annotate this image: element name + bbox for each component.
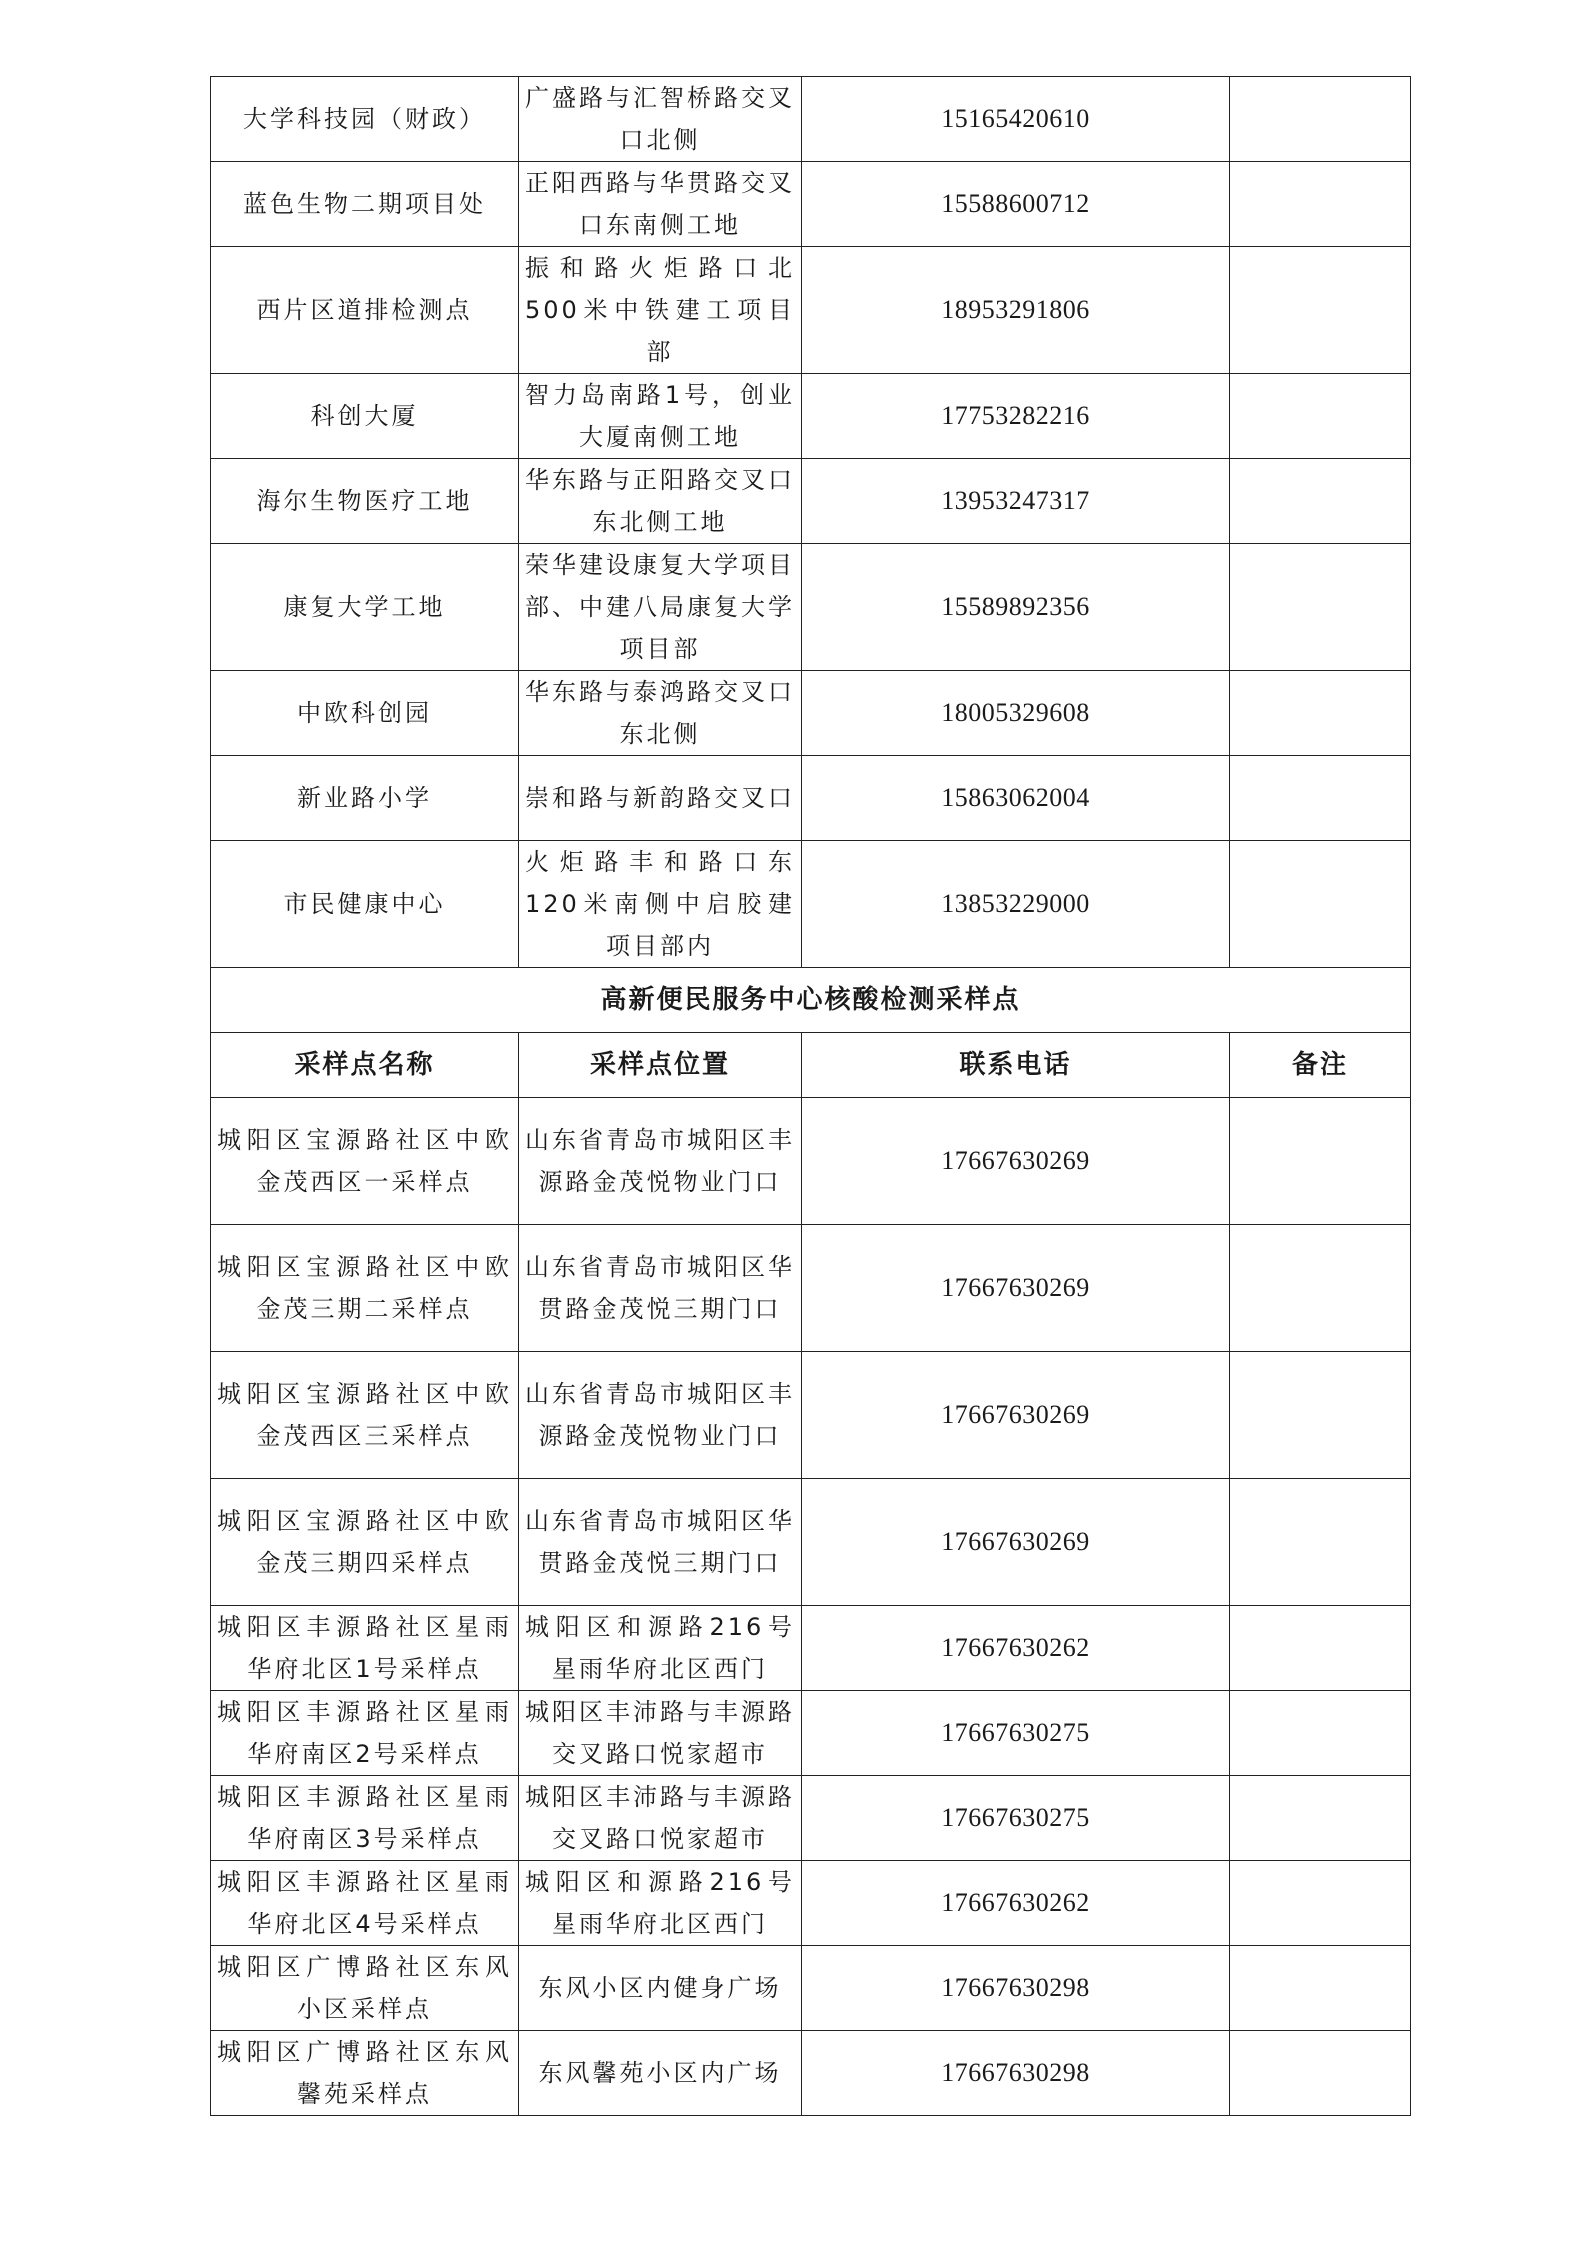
site-phone-cell: 15165420610 — [802, 77, 1230, 162]
site-name-cell: 市民健康中心 — [211, 841, 519, 968]
site-name-cell: 城阳区广博路社区东风馨苑采样点 — [211, 2031, 519, 2116]
site-phone-cell: 18953291806 — [802, 247, 1230, 374]
table-row — [211, 1225, 1411, 1352]
site-location-cell: 山东省青岛市城阳区华贯路金茂悦三期门口 — [519, 1479, 802, 1606]
sampling-points-table — [210, 76, 1411, 2116]
table-row — [211, 459, 1411, 544]
site-phone-cell: 17667630269 — [802, 1098, 1230, 1225]
site-note-cell — [1230, 1606, 1411, 1691]
site-name-cell: 海尔生物医疗工地 — [211, 459, 519, 544]
section-title: 高新便民服务中心核酸检测采样点 — [211, 968, 1411, 1033]
site-location-cell: 广盛路与汇智桥路交叉口北侧 — [519, 77, 802, 162]
site-note-cell — [1230, 247, 1411, 374]
site-note-cell — [1230, 1352, 1411, 1479]
site-phone-cell: 17667630269 — [802, 1352, 1230, 1479]
site-note-cell — [1230, 1225, 1411, 1352]
site-location-cell: 荣华建设康复大学项目部、中建八局康复大学项目部 — [519, 544, 802, 671]
site-name-cell: 蓝色生物二期项目处 — [211, 162, 519, 247]
header-row — [211, 1033, 1411, 1098]
site-name-cell: 城阳区丰源路社区星雨华府北区1号采样点 — [211, 1606, 519, 1691]
site-note-cell — [1230, 2031, 1411, 2116]
table-row — [211, 247, 1411, 374]
site-location-cell: 城阳区丰沛路与丰源路交叉路口悦家超市 — [519, 1776, 802, 1861]
site-location-cell: 山东省青岛市城阳区华贯路金茂悦三期门口 — [519, 1225, 802, 1352]
site-location-cell: 城阳区丰沛路与丰源路交叉路口悦家超市 — [519, 1691, 802, 1776]
site-phone-cell: 18005329608 — [802, 671, 1230, 756]
site-phone-cell: 17667630275 — [802, 1776, 1230, 1861]
site-name-cell: 城阳区丰源路社区星雨华府南区2号采样点 — [211, 1691, 519, 1776]
site-note-cell — [1230, 544, 1411, 671]
table-row — [211, 1606, 1411, 1691]
site-location-cell: 振和路火炬路口北500米中铁建工项目部 — [519, 247, 802, 374]
site-name-cell: 城阳区宝源路社区中欧金茂三期四采样点 — [211, 1479, 519, 1606]
site-phone-cell: 17667630269 — [802, 1225, 1230, 1352]
table-row — [211, 671, 1411, 756]
site-location-cell: 山东省青岛市城阳区丰源路金茂悦物业门口 — [519, 1352, 802, 1479]
table-row — [211, 1691, 1411, 1776]
site-location-cell: 城阳区和源路216号星雨华府北区西门 — [519, 1861, 802, 1946]
site-name-cell: 城阳区丰源路社区星雨华府北区4号采样点 — [211, 1861, 519, 1946]
site-name-cell: 中欧科创园 — [211, 671, 519, 756]
header-phone: 联系电话 — [802, 1033, 1230, 1098]
site-note-cell — [1230, 756, 1411, 841]
site-note-cell — [1230, 162, 1411, 247]
section-title-row — [211, 968, 1411, 1033]
site-note-cell — [1230, 374, 1411, 459]
table-row — [211, 841, 1411, 968]
table-row — [211, 1098, 1411, 1225]
table-row — [211, 1352, 1411, 1479]
table-row — [211, 1946, 1411, 2031]
site-name-cell: 城阳区宝源路社区中欧金茂西区三采样点 — [211, 1352, 519, 1479]
table-row — [211, 1776, 1411, 1861]
site-phone-cell: 17667630298 — [802, 2031, 1230, 2116]
site-phone-cell: 15589892356 — [802, 544, 1230, 671]
site-phone-cell: 13953247317 — [802, 459, 1230, 544]
site-note-cell — [1230, 459, 1411, 544]
table-row — [211, 77, 1411, 162]
site-name-cell: 城阳区宝源路社区中欧金茂西区一采样点 — [211, 1098, 519, 1225]
site-name-cell: 城阳区丰源路社区星雨华府南区3号采样点 — [211, 1776, 519, 1861]
site-note-cell — [1230, 1861, 1411, 1946]
site-phone-cell: 17667630269 — [802, 1479, 1230, 1606]
table-row — [211, 1861, 1411, 1946]
table-row — [211, 544, 1411, 671]
table-row — [211, 756, 1411, 841]
site-name-cell: 康复大学工地 — [211, 544, 519, 671]
site-location-cell: 东风馨苑小区内广场 — [519, 2031, 802, 2116]
site-note-cell — [1230, 1776, 1411, 1861]
site-location-cell: 华东路与泰鸿路交叉口东北侧 — [519, 671, 802, 756]
site-note-cell — [1230, 1691, 1411, 1776]
site-note-cell — [1230, 671, 1411, 756]
site-location-cell: 智力岛南路1号，创业大厦南侧工地 — [519, 374, 802, 459]
site-phone-cell: 17753282216 — [802, 374, 1230, 459]
site-note-cell — [1230, 841, 1411, 968]
table-row — [211, 2031, 1411, 2116]
site-name-cell: 科创大厦 — [211, 374, 519, 459]
table-row — [211, 1479, 1411, 1606]
site-location-cell: 崇和路与新韵路交叉口 — [519, 756, 802, 841]
site-phone-cell: 17667630262 — [802, 1861, 1230, 1946]
site-name-cell: 城阳区宝源路社区中欧金茂三期二采样点 — [211, 1225, 519, 1352]
site-note-cell — [1230, 77, 1411, 162]
site-note-cell — [1230, 1479, 1411, 1606]
site-location-cell: 华东路与正阳路交叉口东北侧工地 — [519, 459, 802, 544]
site-location-cell: 正阳西路与华贯路交叉口东南侧工地 — [519, 162, 802, 247]
site-phone-cell: 15588600712 — [802, 162, 1230, 247]
site-phone-cell: 17667630275 — [802, 1691, 1230, 1776]
site-name-cell: 大学科技园（财政） — [211, 77, 519, 162]
site-location-cell: 山东省青岛市城阳区丰源路金茂悦物业门口 — [519, 1098, 802, 1225]
table-row — [211, 374, 1411, 459]
site-location-cell: 城阳区和源路216号星雨华府北区西门 — [519, 1606, 802, 1691]
site-phone-cell: 17667630262 — [802, 1606, 1230, 1691]
table-row — [211, 162, 1411, 247]
header-location: 采样点位置 — [519, 1033, 802, 1098]
header-note: 备注 — [1230, 1033, 1411, 1098]
site-note-cell — [1230, 1946, 1411, 2031]
site-note-cell — [1230, 1098, 1411, 1225]
site-name-cell: 新业路小学 — [211, 756, 519, 841]
header-name: 采样点名称 — [211, 1033, 519, 1098]
site-phone-cell: 17667630298 — [802, 1946, 1230, 2031]
site-name-cell: 西片区道排检测点 — [211, 247, 519, 374]
site-phone-cell: 13853229000 — [802, 841, 1230, 968]
site-phone-cell: 15863062004 — [802, 756, 1230, 841]
site-location-cell: 火炬路丰和路口东120米南侧中启胶建项目部内 — [519, 841, 802, 968]
site-location-cell: 东风小区内健身广场 — [519, 1946, 802, 2031]
site-name-cell: 城阳区广博路社区东风小区采样点 — [211, 1946, 519, 2031]
